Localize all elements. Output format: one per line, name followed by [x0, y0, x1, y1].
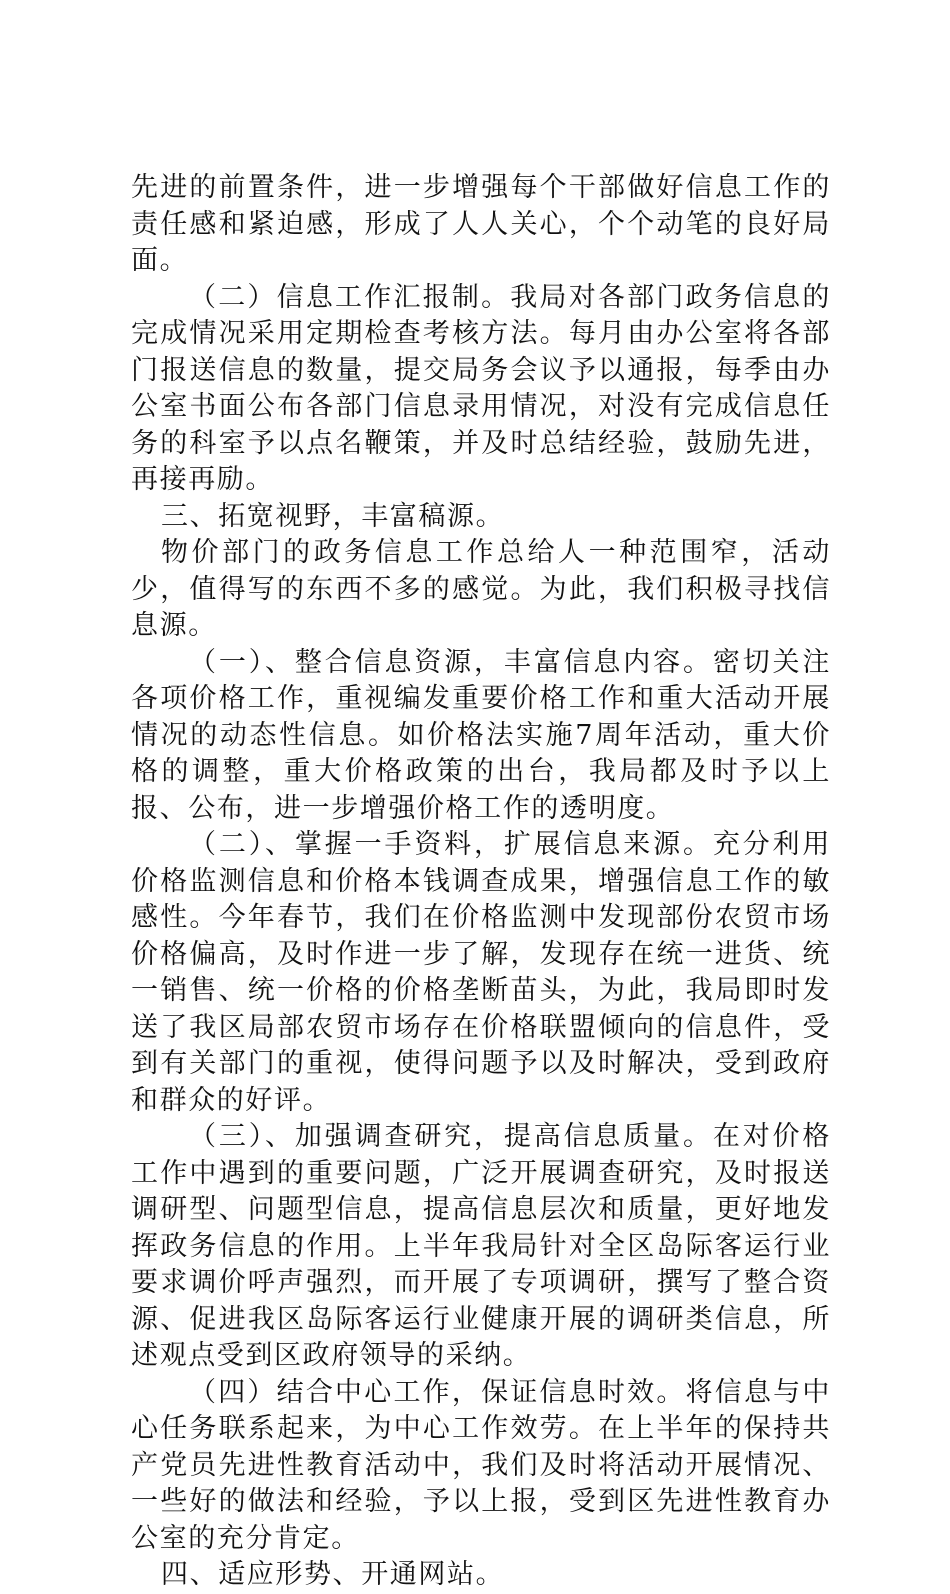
paragraph-continuation: 先进的前置条件，进一步增强每个干部做好信息工作的责任感和紧迫感，形成了人人关心，个个动笔的良好局面。: [131, 172, 831, 276]
section-heading-4: 四、适应形势、开通网站。: [161, 1559, 505, 1590]
paragraph-item-4: （四）结合中心工作，保证信息时效。将信息与中心任务联系起来，为中心工作效劳。在上半年的保持共产党员先进性教育活动中，我们及时将活动开展情况、一些好的做法和经验，予以上报，受到区先进性教育办公室的充分肯定。: [131, 1376, 831, 1554]
paragraph-item-1: （一）、整合信息资源，丰富信息内容。密切关注各项价格工作，重视编发重要价格工作和重大活动开展情况的动态性信息。如价格法实施7周年活动，重大价格的调整，重大价格政策的出台，我局都及时予以上报、公布，进一步增强价格工作的透明度。: [131, 646, 831, 824]
section-heading-3: 三、拓宽视野，丰富稿源。: [161, 500, 505, 532]
paragraph-reporting-system: （二）信息工作汇报制。我局对各部门政务信息的完成情况采用定期检查考核方法。每月由办公室将各部门报送信息的数量，提交局务会议予以通报，每季由办公室书面公布各部门信息录用情况，对没有完成信息任务的科室予以点名鞭策，并及时总结经验，鼓励先进，再接再励。: [131, 281, 831, 495]
paragraph-item-2: （二）、掌握一手资料，扩展信息来源。充分利用价格监测信息和价格本钱调查成果，增强信息工作的敏感性。今年春节，我们在价格监测中发现部份农贸市场价格偏高，及时作进一步了解，发现存在统一进货、统一销售、统一价格的价格垄断苗头，为此，我局即时发送了我区局部农贸市场存在价格联盟倾向的信息件，受到有关部门的重视，使得问题予以及时解决，受到政府和群众的好评。: [131, 829, 831, 1116]
document-body: [131, 170, 831, 1594]
paragraph-item-3: （三）、加强调查研究，提高信息质量。在对价格工作中遇到的重要问题，广泛开展调查研究，及时报送调研型、问题型信息，提高信息层次和质量，更好地发挥政务信息的作用。上半年我局针对全区岛际客运行业要求调价呼声强烈，而开展了专项调研，撰写了整合资源、促进我区岛际客运行业健康开展的调研类信息，所述观点受到区政府领导的采纳。: [131, 1121, 831, 1371]
paragraph-intro: 物价部门的政务信息工作总给人一种范围窄，活动少，值得写的东西不多的感觉。为此，我们积极寻找信息源。: [131, 537, 831, 641]
